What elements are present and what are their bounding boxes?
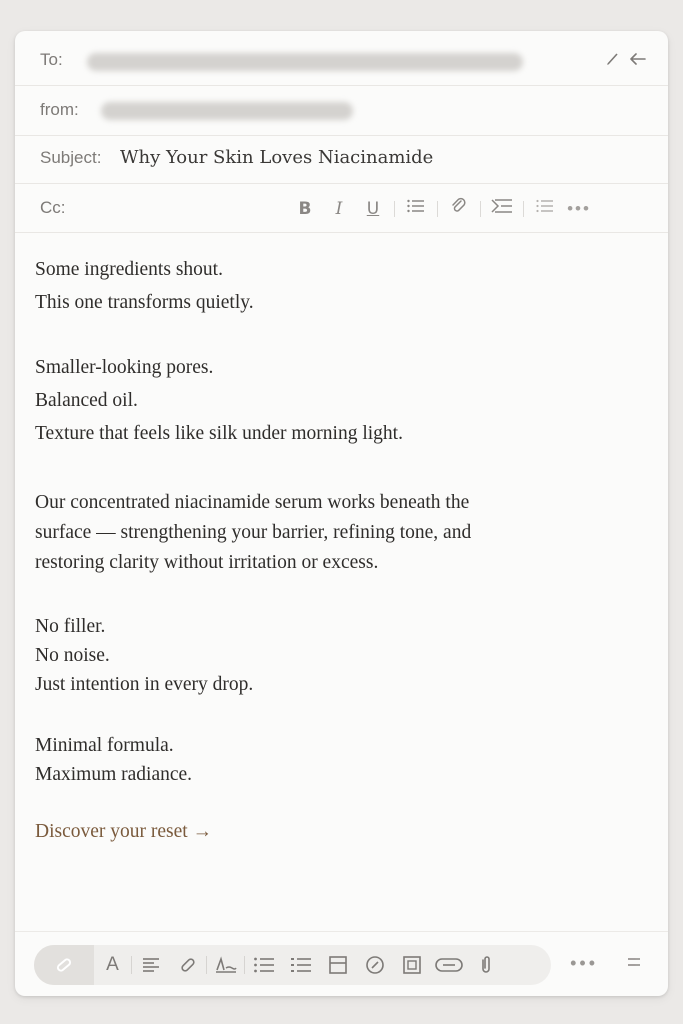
body-line: No noise. [35,645,110,666]
body-line: Some ingredients shout. [35,259,223,280]
to-row[interactable] [15,36,668,86]
body-line: Maximum radiance. [35,764,193,785]
body-paragraph-tagline [35,612,635,699]
clock-icon[interactable] [356,945,393,985]
discover-reset-link[interactable]: Discover your reset → [35,821,213,842]
body-line: Balanced oil. [35,390,138,411]
body-line: No filler. [35,616,106,637]
body-paragraph-description [35,488,635,578]
subject-label: Subject: [40,148,102,167]
from-sender-redacted [101,102,353,120]
list-icon[interactable] [399,198,433,220]
signature-icon[interactable] [207,945,244,985]
box-icon[interactable] [319,945,356,985]
attachment-icon[interactable] [34,945,94,985]
cc-row[interactable] [15,184,668,233]
bottom-toolbar [34,945,551,985]
toolbar-divider [394,201,395,217]
link-icon[interactable] [442,197,476,221]
bottom-right-controls [570,953,642,974]
toolbar-divider [523,201,524,217]
underline-button[interactable]: U [366,199,380,219]
bullet-list-icon[interactable] [245,945,282,985]
subject-field[interactable]: Why Your Skin Loves Niacinamide [120,147,434,168]
body-line: surface — strengthening your barrier, refining tone, and [35,522,472,543]
toolbar-divider [437,201,438,217]
reply-icon[interactable] [628,50,648,73]
to-recipient-redacted [87,53,523,71]
subject-row[interactable] [15,134,668,184]
more-icon[interactable]: ••• [570,953,598,973]
more-icon[interactable]: ••• [567,199,591,218]
to-label: To: [40,50,63,69]
italic-button[interactable]: I [335,199,343,219]
body-paragraph-closing [35,731,635,789]
body-line: restoring clarity without irritation or excess. [35,552,379,573]
font-icon[interactable]: A [106,954,119,975]
body-paragraph-benefits [35,351,635,450]
body-line: Just intention in every drop. [35,674,254,695]
toggle-icon[interactable] [430,945,467,985]
paperclip-icon[interactable] [467,945,504,985]
numbered-list-icon[interactable] [282,945,319,985]
body-line: Smaller-looking pores. [35,357,214,378]
body-line: Minimal formula. [35,735,174,756]
cc-label: Cc: [40,198,66,217]
toolbar-divider [480,201,481,217]
bold-button[interactable]: B [298,199,312,219]
email-compose-window [15,31,668,996]
body-line: Texture that feels like silk under morning light. [35,423,403,444]
message-body[interactable] [35,253,635,843]
numbered-list-icon[interactable] [528,198,562,220]
pen-icon[interactable] [604,50,622,73]
align-icon[interactable] [132,945,169,985]
menu-icon[interactable] [626,953,642,974]
format-toolbar [288,197,596,221]
frame-icon[interactable] [393,945,430,985]
bottom-divider [15,931,668,932]
header-icons [604,50,648,73]
body-paragraph-intro [35,253,635,319]
link-icon[interactable] [169,945,206,985]
body-line: Our concentrated niacinamide serum works beneath the [35,492,470,513]
body-line: This one transforms quietly. [35,292,254,313]
indent-icon[interactable] [485,198,519,220]
from-row[interactable] [15,86,668,136]
from-label: from: [40,100,79,119]
